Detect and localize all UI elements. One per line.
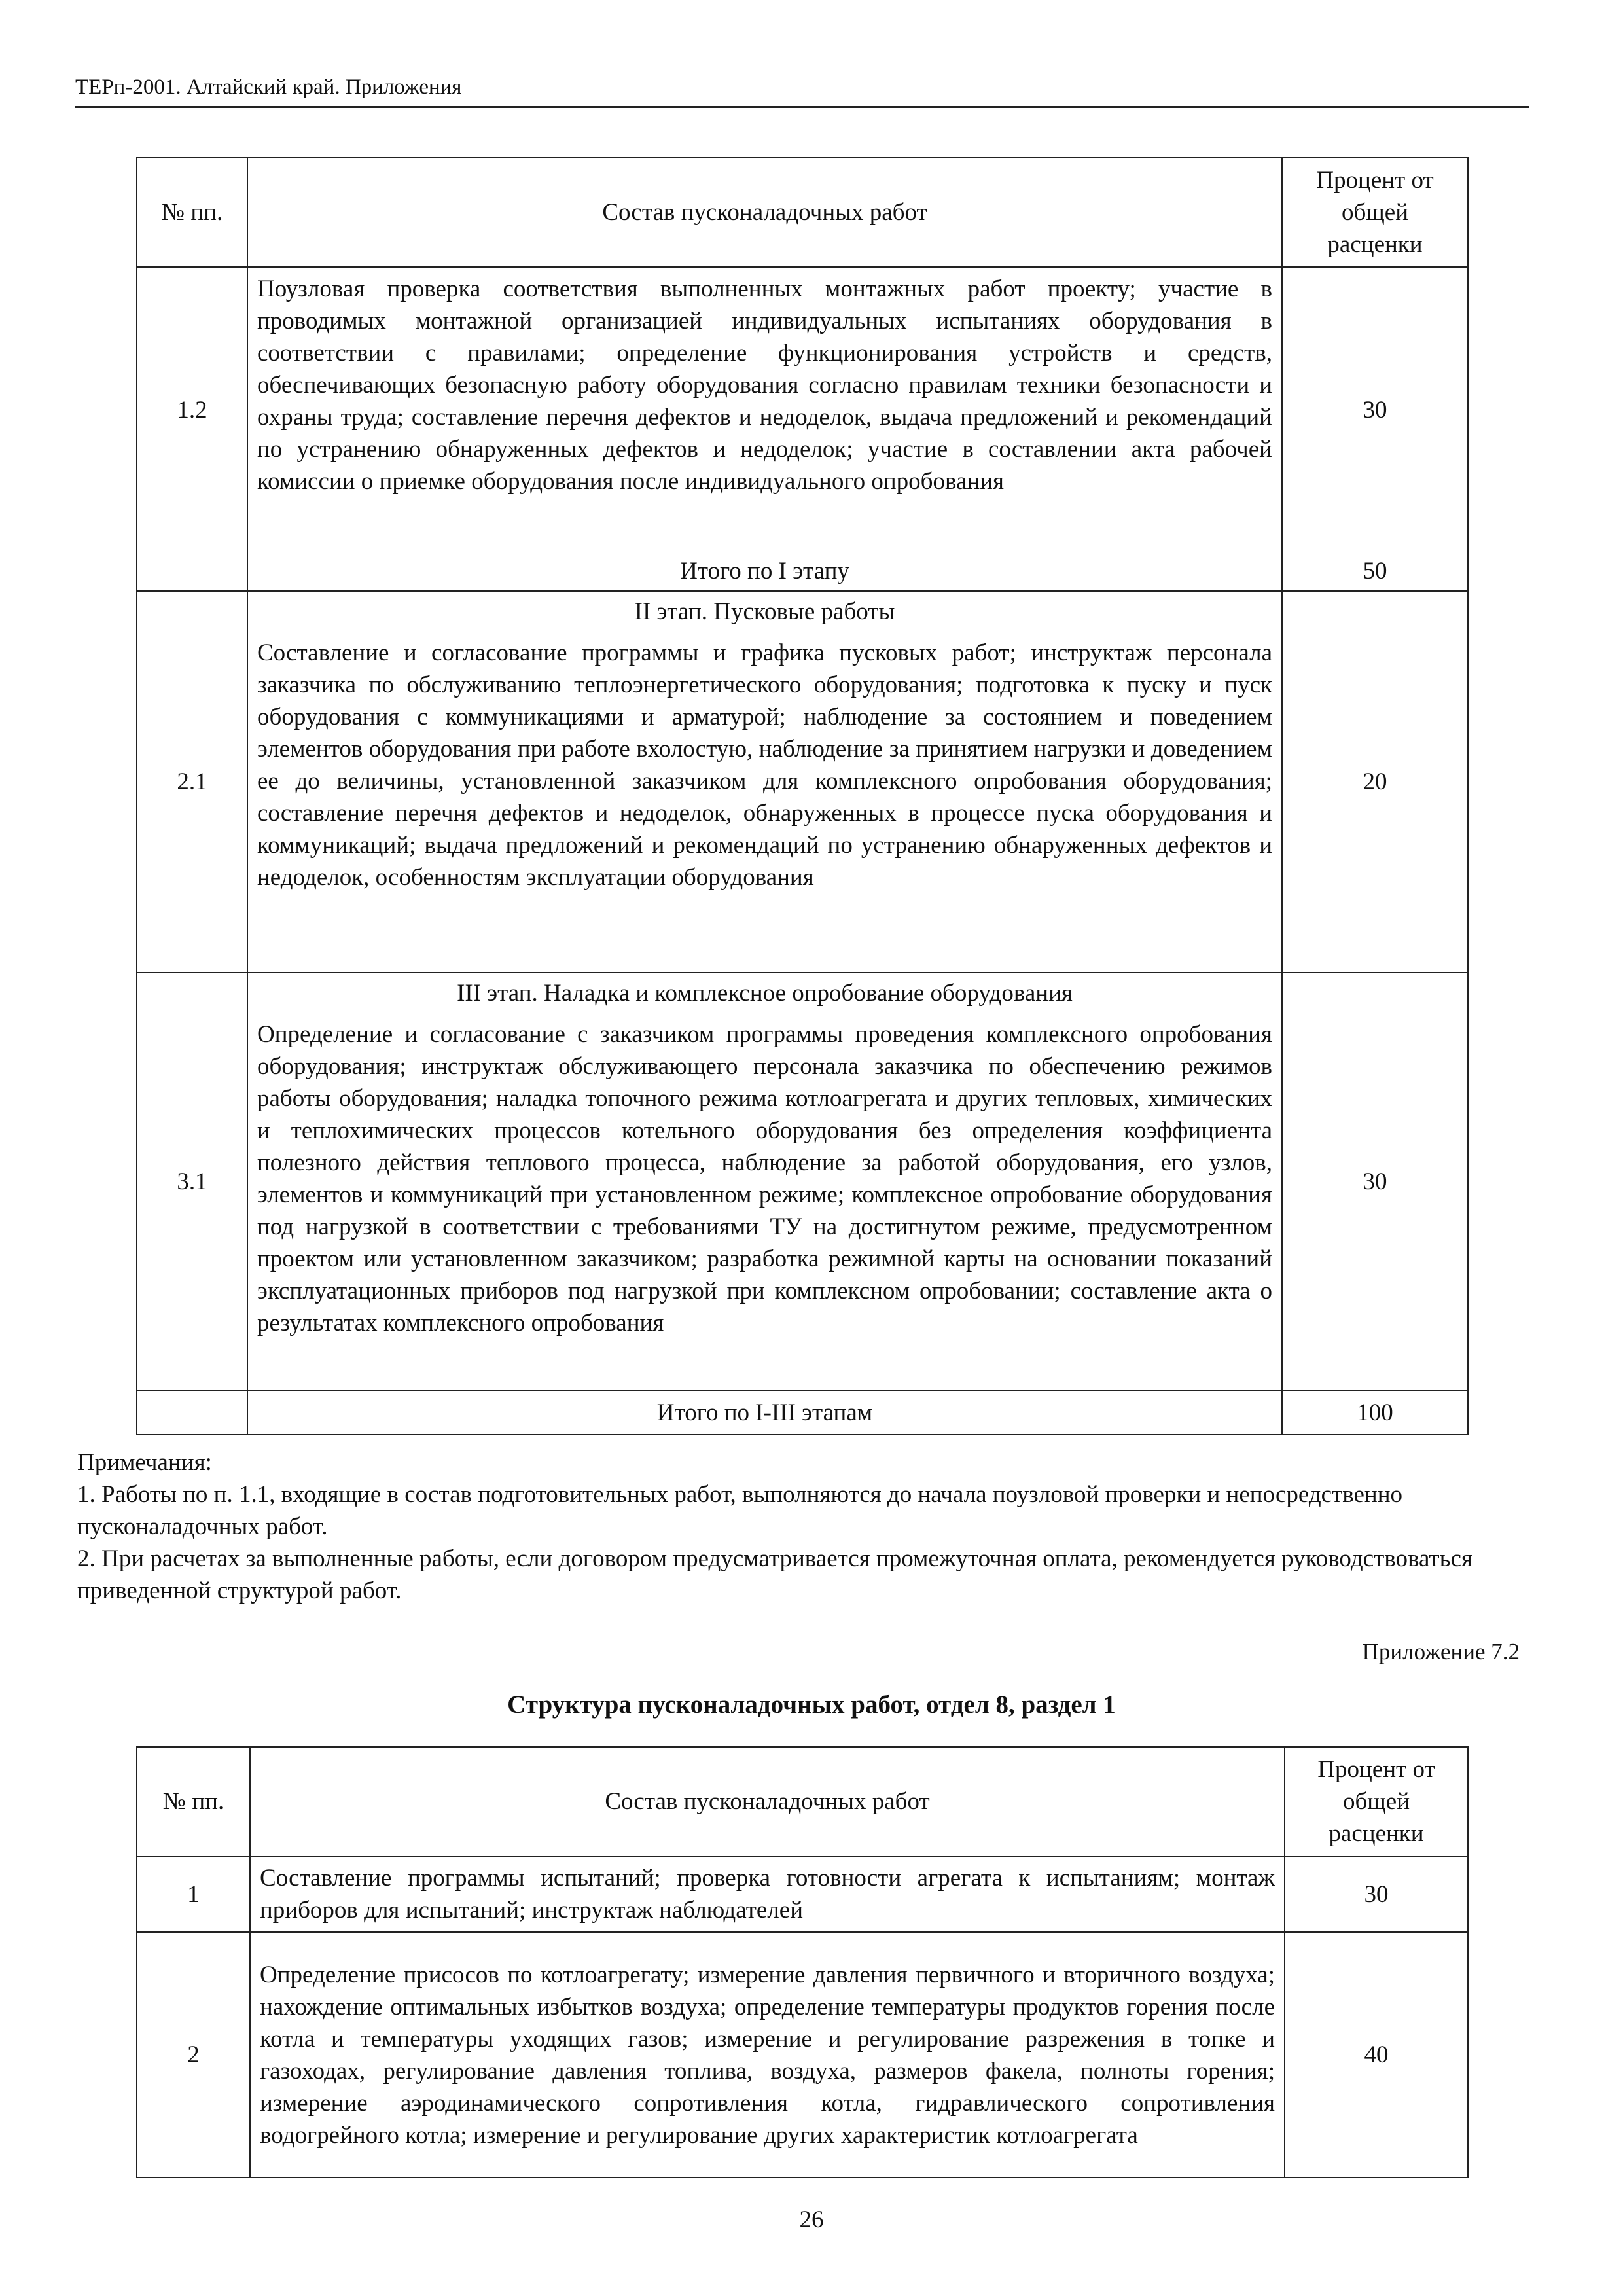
col-header-percent: Процент от общей расценки [1282,158,1468,267]
table-header-row [137,1747,1468,1856]
row-percent: 30 [1285,1856,1468,1932]
stage-title: II этап. Пусковые работы [634,598,895,625]
row-percent: 30 [1282,973,1468,1390]
subtotal-percent: 50 [1282,552,1468,591]
col-header-num: № пп. [137,1747,250,1856]
page-number: 26 [799,2206,824,2233]
notes-title: Примечания: [77,1449,212,1476]
row-number: 3.1 [137,973,247,1390]
row-text: Составление программы испытаний; проверка готовности агрегата к испытаниям; монтаж приборов для испытаний; инструктаж наблюдателей [260,1865,1275,1924]
total-row [137,1390,1468,1435]
col-header-content: Состав пусконаладочных работ [250,1747,1285,1856]
header-rule [75,106,1529,108]
row-percent: 40 [1285,1932,1468,2178]
row-number: 2 [137,1932,250,2178]
running-header: ТЕРп-2001. Алтайский край. Приложения [75,75,462,99]
total-label: Итого по I-III этапам [247,1390,1282,1435]
col-header-percent: Процент от общей расценки [1285,1747,1468,1856]
subtotal-row [137,552,1468,591]
row-text: Поузловая проверка соответствия выполненных монтажных работ проекту; участие в проводимых монтажной организацией индивидуальных испытаниях оборудования в соответствии с правилами; определение функционирования устройств и средств, обеспечивающих безопасную работу оборудования согласно правилам техники безопасности и охраны труда; составление перечня дефектов и недоделок, выдача предложений и рекомендаций по устранению обнаруженных дефектов и недоделок; участие в составлении акта рабочей комиссии о приемке оборудования после индивидуального опробования [257,276,1272,495]
section-title: Структура пусконаладочных работ, отдел 8, раздел 1 [507,1691,1116,1719]
notes [77,1446,1478,1607]
table-row [137,267,1468,552]
note-1: 1. Работы по п. 1.1, входящие в состав подготовительных работ, выполняются до начала поузловой проверки и непосредственно пусконаладочных работ. [77,1481,1403,1540]
total-percent: 100 [1282,1390,1468,1435]
stage-title: III этап. Наладка и комплексное опробование оборудования [457,980,1073,1007]
subtotal-label: Итого по I этапу [247,552,1282,591]
row-text: Составление и согласование программы и графика пусковых работ; инструктаж персонала заказчика по обслуживанию теплоэнергетического оборудования; подготовка к пуску и пуск оборудования с коммуникациями и арматурой; наблюдение за состоянием и поведением элементов оборудования при работе вхолостую, наблюдение за принятием нагрузки и доведением ее до величины, установленной заказчиком для комплексного опробования оборудования; составление перечня дефектов и недоделок, обнаруженных в процессе пуска оборудования и коммуникаций; выдача предложений и рекомендаций по устранению обнаруженных дефектов и недоделок, особенностям эксплуатации оборудования [257,639,1272,891]
appendix-label: Приложение 7.2 [1362,1639,1520,1664]
col-header-content: Состав пусконаладочных работ [247,158,1282,267]
row-number: 1.2 [137,267,247,552]
note-2: 2. При расчетах за выполненные работы, если договором предусматривается промежуточная оплата, рекомендуется руководствоваться приведенной структурой работ. [77,1545,1472,1604]
row-text: Определение и согласование с заказчиком программы проведения комплексного опробования оборудования; инструктаж обслуживающего персонала заказчика по обеспечению режимов работы оборудования; наладка топочного режима котлоагрегата и других тепловых, химических и теплохимических процессов котельного оборудования без определения коэффициента полезного действия теплового процесса, наблюдение за работой оборудования, его узлов, элементов и коммуникаций при установленном режиме; комплексное опробование оборудования под нагрузкой в соответствии с требованиями ТУ на достигнутом режиме, предусмотренном проектом или установленном заказчиком; разработка режимной карты на основании показаний эксплуатационных приборов под нагрузкой при комплексном опробовании; составление акта о результатах комплексного опробования [257,1021,1272,1336]
row-number: 1 [137,1856,250,1932]
row-percent: 20 [1282,591,1468,973]
row-number: 2.1 [137,591,247,973]
works-table-2 [136,1746,1469,2178]
row-percent: 30 [1282,267,1468,552]
table-row [137,1856,1468,1932]
table-row [137,591,1468,973]
table-header-row [137,158,1468,267]
row-text: Определение присосов по котлоагрегату; измерение давления первичного и вторичного воздуха; нахождение оптимальных избытков воздуха; определение температуры продуктов горения после котла и температуры уходящих газов; измерение и регулирование разрежения в топке и газоходах, регулирование давления топлива, воздуха, размеров факела, полноты горения; измерение аэродинамического сопротивления котла, гидравлического сопротивления водогрейного котла; измерение и регулирование других характеристик котлоагрегата [260,1961,1275,2149]
col-header-num: № пп. [137,158,247,267]
table-row [137,1932,1468,2178]
works-table-1 [136,157,1469,1435]
table-row [137,973,1468,1390]
